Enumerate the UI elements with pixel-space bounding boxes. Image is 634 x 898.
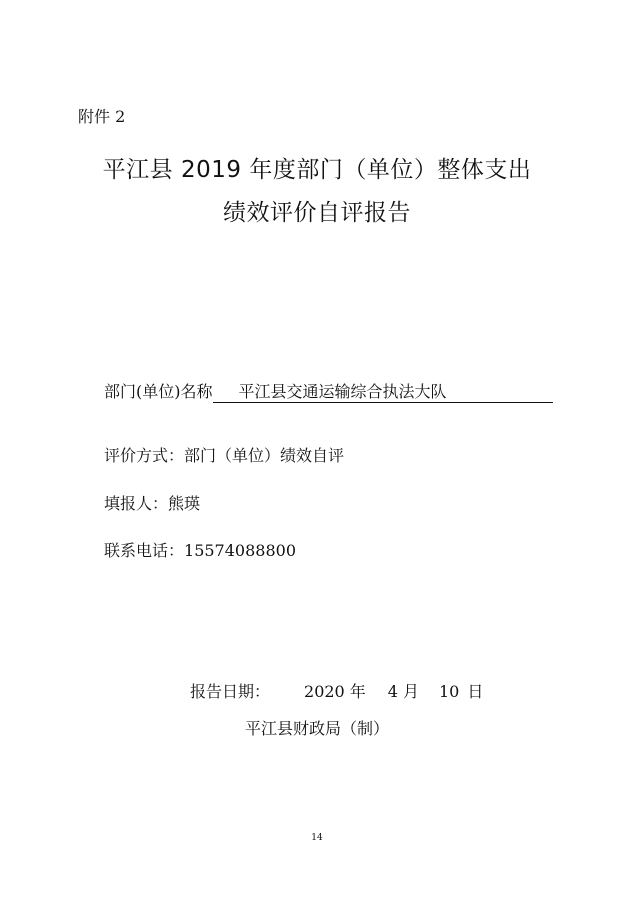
- phone-value: 15574088800: [184, 541, 296, 560]
- evaluation-method-value: 部门（单位）绩效自评: [184, 446, 345, 465]
- evaluation-method-field: [104, 443, 344, 466]
- phone-field: [104, 538, 296, 561]
- report-date-month: 4: [387, 682, 398, 701]
- department-field: [104, 379, 553, 403]
- phone-label: 联系电话：: [104, 541, 185, 560]
- attachment-label: 附件 2: [78, 107, 126, 126]
- report-date-day-unit: 日: [467, 682, 484, 701]
- report-date: [190, 679, 483, 702]
- issuer-label: 平江县财政局（制）: [244, 719, 389, 738]
- report-title-line-1: 平江县 2019 年度部门（单位）整体支出: [102, 157, 532, 183]
- report-date-day: 10: [438, 682, 460, 701]
- report-date-label: 报告日期：: [190, 682, 271, 701]
- filler-label: 填报人：: [104, 494, 169, 513]
- department-label: 部门(单位)名称: [104, 382, 213, 401]
- report-date-year-unit: 年: [349, 682, 366, 701]
- department-value: 平江县交通运输综合执法大队: [213, 382, 553, 403]
- report-date-year: 2020: [304, 682, 345, 701]
- report-title-line-2: 绩效评价自评报告: [223, 200, 411, 226]
- filler-value: 熊瑛: [168, 494, 201, 513]
- report-date-month-unit: 月: [402, 682, 419, 701]
- page-number: 14: [311, 833, 323, 843]
- filler-field: [104, 491, 200, 514]
- evaluation-method-label: 评价方式：: [104, 446, 185, 465]
